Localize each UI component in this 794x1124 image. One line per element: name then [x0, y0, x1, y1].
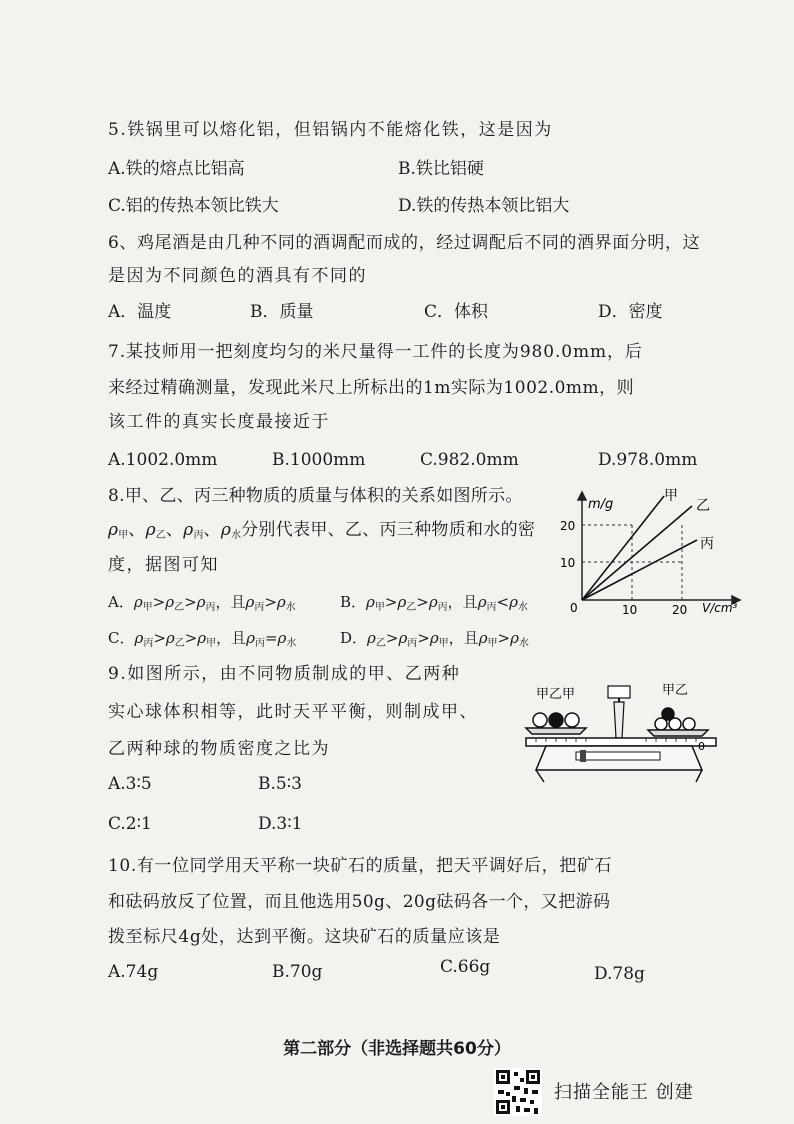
x-tick-10: 10: [622, 603, 638, 617]
q9-option-d: D.3∶1: [258, 814, 303, 834]
q9-line2: 实心球体积相等，此时天平平衡，则制成甲、: [108, 702, 478, 722]
ball-yi-left: [549, 713, 563, 727]
line-bing: [582, 540, 697, 600]
q9-option-b: B.5∶3: [258, 774, 302, 794]
q7-line1: 7.某技师用一把刻度均匀的米尺量得一工件的长度为980.0mm，后: [108, 342, 643, 362]
q10-option-d: D.78g: [594, 964, 645, 984]
qr-code-icon: [494, 1068, 542, 1116]
q8-line1: 8.甲、乙、丙三种物质的质量与体积的关系如图所示。: [108, 486, 523, 506]
q5-option-d: D.铁的传热本领比铝大: [398, 196, 570, 216]
ball-jia-left-2: [565, 713, 579, 727]
right-pan: [648, 730, 708, 736]
q9-line1: 9.如图所示，由不同物质制成的甲、乙两种: [108, 664, 461, 684]
scale-zero-label: 0: [698, 740, 705, 753]
q9-option-c: C.2∶1: [108, 814, 152, 834]
q10-line2: 和砝码放反了位置，而且他选用50g、20g砝码各一个，又把游码: [108, 892, 611, 912]
q5-option-c: C.铝的传热本领比铁大: [108, 196, 279, 216]
watermark-text: 扫描全能王 创建: [554, 1082, 694, 1103]
balance-dial: [608, 686, 630, 698]
x-axis-label: V/cm³: [702, 601, 738, 615]
q7-line3: 该工件的真实长度最接近于: [108, 412, 330, 432]
left-pan: [526, 728, 586, 734]
line-label-bing: 丙: [700, 536, 714, 552]
q10-option-c: C.66g: [440, 957, 491, 977]
mass-volume-graph: [552, 488, 752, 618]
y-axis-arrow: [578, 492, 586, 500]
y-tick-20: 20: [560, 519, 576, 533]
q6-option-b: B．质量: [250, 302, 314, 322]
q6-option-d: D．密度: [598, 302, 663, 322]
q9-option-a: A.3∶5: [108, 774, 152, 794]
q6-stem-line2: 是因为不同颜色的酒具有不同的: [108, 266, 367, 286]
q8-option-c: C．$\rho_丙>\rho_乙>\rho_甲$，且$\rho_丙=\rho_水$: [108, 629, 297, 649]
balance-figure: [516, 678, 726, 798]
q10-line3: 拨至标尺4g处，达到平衡。这块矿石的质量应该是: [108, 927, 501, 947]
left-ball-labels: 甲乙甲: [536, 687, 576, 702]
line-label-yi: 乙: [696, 498, 710, 514]
base-foot-right: [696, 770, 702, 782]
q5-stem: 5.铁锅里可以熔化铝，但铝锅内不能熔化铁，这是因为: [108, 120, 553, 140]
ball-jia-left-1: [533, 713, 547, 727]
right-ball-labels: 甲乙: [662, 683, 689, 698]
q6-stem-line1: 6、鸡尾酒是由几种不同的酒调配而成的，经过调配后不同的酒界面分明，这: [108, 233, 701, 253]
q8-option-d: D．$\rho_乙>\rho_丙>\rho_甲$，且$\rho_甲>\rho_水$: [340, 629, 529, 649]
section-title: 第二部分（非选择题共60分）: [283, 1039, 511, 1059]
rider-scale: [576, 752, 660, 760]
ball-right-1: [655, 718, 667, 730]
q5-option-b: B.铁比铝硬: [398, 159, 484, 179]
y-tick-10: 10: [560, 556, 576, 570]
q9-line3: 乙两种球的物质密度之比为: [108, 739, 330, 759]
q6-option-a: A．温度: [108, 302, 172, 322]
balance-column: [614, 702, 624, 738]
ball-right-2: [669, 718, 681, 730]
q7-option-c: C.982.0mm: [420, 450, 519, 470]
q7-option-b: B.1000mm: [272, 450, 366, 470]
balance-beam: [526, 738, 716, 746]
ball-right-3: [683, 718, 695, 730]
x-tick-20: 20: [672, 603, 688, 617]
q7-option-d: D.978.0mm: [598, 450, 698, 470]
line-label-jia: 甲: [664, 488, 678, 504]
line-yi: [582, 506, 692, 600]
q6-option-c: C．体积: [424, 302, 489, 322]
q5-option-a: A.铁的熔点比铝高: [108, 159, 245, 179]
origin-label: 0: [570, 601, 578, 615]
base-foot-left: [536, 770, 544, 782]
q10-line1: 10.有一位同学用天平称一块矿石的质量，把天平调好后，把矿石: [108, 856, 613, 876]
q10-option-b: B.70g: [272, 962, 323, 982]
q8-option-a: A．$\rho_甲>\rho_乙>\rho_丙$，且$\rho_丙>\rho_水$: [108, 593, 296, 613]
q8-option-b: B．$\rho_甲>\rho_乙>\rho_丙$，且$\rho_丙<\rho_水$: [340, 593, 528, 613]
q8-line3: 度，据图可知: [108, 555, 219, 575]
scanner-watermark: [494, 1064, 794, 1120]
q7-line2: 来经过精确测量，发现此米尺上所标出的1m实际为1002.0mm，则: [108, 378, 635, 398]
rider: [580, 750, 586, 762]
y-axis-label: m/g: [588, 497, 614, 512]
q7-option-a: A.1002.0mm: [108, 450, 218, 470]
q10-option-a: A.74g: [108, 962, 159, 982]
q8-line2: $\rho_甲$、$\rho_乙$、$\rho_丙$、$\rho_水$分别代表甲、乙、丙三种物质和水的密: [108, 520, 536, 541]
